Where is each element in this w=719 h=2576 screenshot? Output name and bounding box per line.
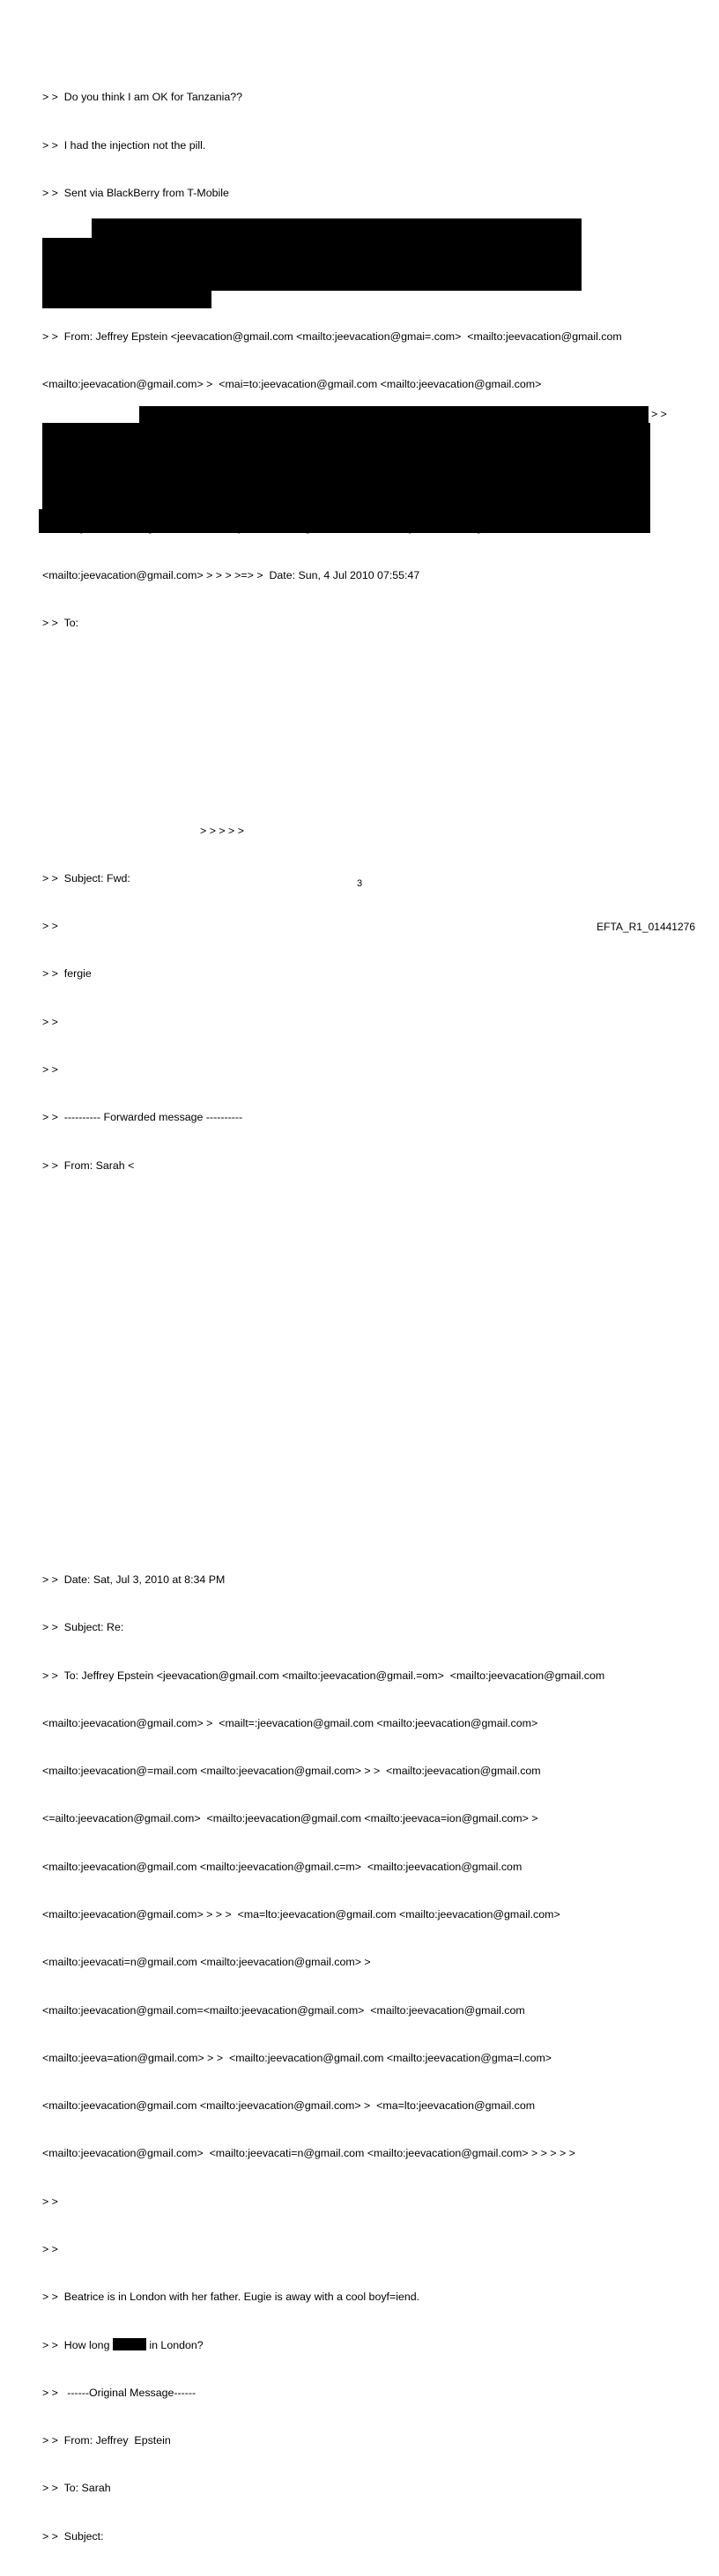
sarah-line-tail: > > [651,408,667,420]
text-line: > > From: Jeffrey Epstein <jeevacation@gmail.com <mailto:jeevacation@gmai=.com> <mailto:jeevacation@gmail.com [42,329,622,343]
redaction-box [92,218,582,240]
text-line: <mailto:jeevacati=n@gmail.com <mailto:jeevacation@gmail.com> > [42,1956,371,1969]
from-sarah-line: > > From: Sarah < [42,1158,135,1172]
date-line: > > Date: Sat, Jul 3, 2010 at 8:34 PM [42,1573,226,1586]
redaction-box [39,509,650,533]
bates-number: EFTA_R1_01441276 [597,921,695,933]
text-line [42,727,694,743]
text-line: <mailto:jeeva=ation@gmail.com> > > <mailto:jeevacation@gmail.com <mailto:jeevacation@gma=l.com> [42,2051,552,2064]
page-number: 3 [356,878,363,889]
text-line: <mailto:jeevacation@gmail.com> > > > <ma=lto:jeevacation@gmail.com <mailto:jeevacation@gmail.com> [42,1907,560,1921]
subject-line: > > Subject: Re: [42,1621,124,1634]
text-line [42,1317,694,1333]
text-line: > > [42,1063,58,1076]
subject-line: > > Subject: Fwd: [42,871,130,885]
redaction-box [113,2338,146,2350]
text-line: > > I had the injection not the pill. [42,138,206,152]
text-line: <mailto:jeevacation@gmail.com <mailto:jeevacation@gmail.com> > <ma=lto:jeevacation@gmail.com [42,2099,536,2113]
text-line: <mailto:jeevacation@gmail.com=<mailto:jeevacation@gmail.com> <mailto:jeevacation@gmail.com [42,2003,525,2017]
how-long-line [42,2337,694,2353]
text-line [42,1412,694,1428]
how-long-prefix: > > How long [42,2338,113,2351]
text-line: <mailto:jeevacation@gmail.com> > <mailt=:jeevacation@gmail.com <mailto:jeevacation@gmail.com> [42,1716,538,1729]
text-line [42,1221,694,1237]
text-line: <mailto:jeevacation@gmail.com> <mailto:jeevacati=n@gmail.com <mailto:jeevacation@gmail.com> > > > > > [42,2147,575,2160]
text-line [42,1460,694,1476]
redaction-box [42,289,211,308]
text-line: <=ailto:jeevacation@gmail.com> <mailto:jeevacation@gmail.com <mailto:jeevaca=ion@gmail.com> > [42,1812,538,1825]
forwarded-header: > > ---------- Forwarded message ---------- [42,1111,243,1124]
text-line [42,774,694,790]
text-line: > > To: Jeffrey Epstein <jeevacation@gmail.com <mailto:jeevacation@gmail.=om> <mailto:jeevacation@gmail.com [42,1669,605,1682]
redaction-box [42,238,582,291]
text-line: <mailto:jeevacation@gmail.com> > > > >=> > Date: Sun, 4 Jul 2010 07:55:47 [42,569,420,582]
redaction-box [42,423,650,513]
text-line: > > [42,920,58,933]
text-line: > > To: Sarah [42,2482,111,2495]
text-line [42,1269,694,1284]
text-line [42,1365,694,1381]
text-line: <mailto:jeevacation@=mail.com <mailto:jeevacation@gmail.com> > > <mailto:jeevacation@gmail.com [42,1765,541,1778]
to-line: > > To: [42,617,79,630]
text-line: > > [42,2242,58,2255]
text-line: > > > > > [42,824,244,837]
text-line [42,679,694,695]
text-line: > > Do you think I am OK for Tanzania?? [42,91,243,104]
how-long-suffix: in London? [145,2338,204,2351]
text-line: <mailto:jeevacation@gmail.com <mailto:jeevacation@gmail.c=m> <mailto:jeevacation@gmail.com [42,1860,523,1873]
text-line: > > fergie [42,967,92,981]
text-line: > > Beatrice is in London with her father. Eugie is away with a cool boyf=iend. [42,2291,420,2304]
text-line: > > ------Original Message------ [42,2386,196,2399]
text-line: > > [42,2195,58,2208]
text-line: > > Subject: [42,2529,104,2543]
text-line: > > [42,1015,58,1028]
text-line: > > Sent via BlackBerry from T-Mobile [42,186,229,199]
text-line: <mailto:jeevacation@gmail.com> > <mai=to:jeevacation@gmail.com <mailto:jeevacation@gmail.com> [42,377,542,390]
text-line: > > From: Jeffrey Epstein [42,2434,171,2447]
text-line [42,1508,694,1524]
